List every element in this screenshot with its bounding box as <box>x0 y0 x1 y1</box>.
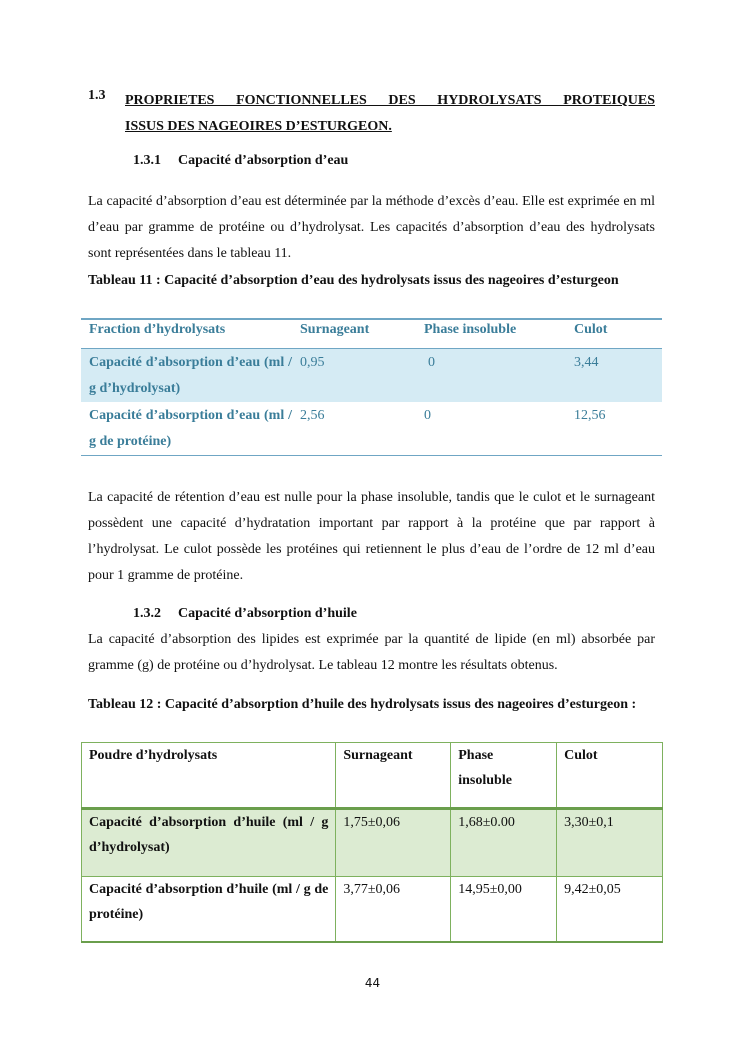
table-header-cell: Surnageant <box>336 743 451 809</box>
table-header-cell: Culot <box>574 319 662 349</box>
row-label: Capacité d’absorption d’huile (ml / g de protéine) <box>82 877 336 943</box>
table-header-row <box>81 319 662 349</box>
table-cell: 2,56 <box>300 402 424 456</box>
table-header-cell: Phase insoluble <box>424 319 574 349</box>
table-cell: 9,42±0,05 <box>557 877 663 943</box>
table-cell: 12,56 <box>574 402 662 456</box>
row-label: Capacité d’absorption d’huile (ml / g d’hydrolysat) <box>82 809 336 877</box>
subsection-number-1: 1.3.1 <box>133 153 161 168</box>
subsection-title-1: Capacité d’absorption d’eau <box>178 153 349 168</box>
table-row <box>81 402 662 456</box>
table11-caption: Tableau 11 : Capacité d’absorption d’eau des hydrolysats issus des nageoires d’esturgeon <box>88 273 619 288</box>
table-cell: 1,68±0.00 <box>451 809 557 877</box>
table-cell: 0 <box>424 402 574 456</box>
page-number: 44 <box>364 976 381 990</box>
table-header-cell: Poudre d’hydrolysats <box>82 743 336 809</box>
table-header-row <box>82 743 663 809</box>
table-header-cell: Phase insoluble <box>451 743 557 809</box>
paragraph-oil-method: La capacité d’absorption des lipides est exprimée par la quantité de lipide (en ml) absorbée par gramme (g) de protéine ou d’hydrolysat. Le tableau 12 montre les résultats obtenus. <box>88 632 655 673</box>
section-title-line2: ISSUS DES NAGEOIRES D’ESTURGEON. <box>125 119 392 134</box>
table-cell: 0 <box>424 349 574 403</box>
table-row <box>82 809 663 877</box>
table-oil-absorption <box>81 742 663 943</box>
row-label: Capacité d’absorption d’eau (ml / g d’hydrolysat) <box>81 349 300 403</box>
subsection-title-2: Capacité d’absorption d’huile <box>178 606 357 621</box>
table-cell: 3,44 <box>574 349 662 403</box>
paragraph-water-discussion: La capacité de rétention d’eau est nulle pour la phase insoluble, tandis que le culot et le surnageant possèdent une capacité d’hydratation important par rapport à la protéine que par rapport à l’hydrolysat. Le culot possède les protéines qui retiennent le plus d’eau de l’ordre de 12 ml d’eau pour 1 gramme de protéine. <box>88 490 655 583</box>
table-row <box>81 349 662 403</box>
subsection-number-2: 1.3.2 <box>133 606 161 621</box>
table-water-absorption <box>81 318 662 456</box>
table-cell: 0,95 <box>300 349 424 403</box>
section-title-line1: PROPRIETES FONCTIONNELLES DES HYDROLYSATS PROTEIQUES <box>125 93 655 108</box>
table-cell: 3,77±0,06 <box>336 877 451 943</box>
paragraph-water-method: La capacité d’absorption d’eau est déterminée par la méthode d’excès d’eau. Elle est exprimée en ml d’eau par gramme de protéine ou d’hydrolysat. Les capacités d’absorption d’eau des hydrolysats sont représentées dans le tableau 11. <box>88 194 655 261</box>
table-cell: 14,95±0,00 <box>451 877 557 943</box>
table-header-cell: Culot <box>557 743 663 809</box>
table-header-cell: Fraction d’hydrolysats <box>81 319 300 349</box>
table-cell: 1,75±0,06 <box>336 809 451 877</box>
table-row <box>82 877 663 943</box>
section-number: 1.3 <box>88 88 106 103</box>
table-cell: 3,30±0,1 <box>557 809 663 877</box>
table-header-cell: Surnageant <box>300 319 424 349</box>
table12-caption: Tableau 12 : Capacité d’absorption d’huile des hydrolysats issus des nageoires d’esturgeon : <box>88 697 637 712</box>
row-label: Capacité d’absorption d’eau (ml / g de protéine) <box>81 402 300 456</box>
